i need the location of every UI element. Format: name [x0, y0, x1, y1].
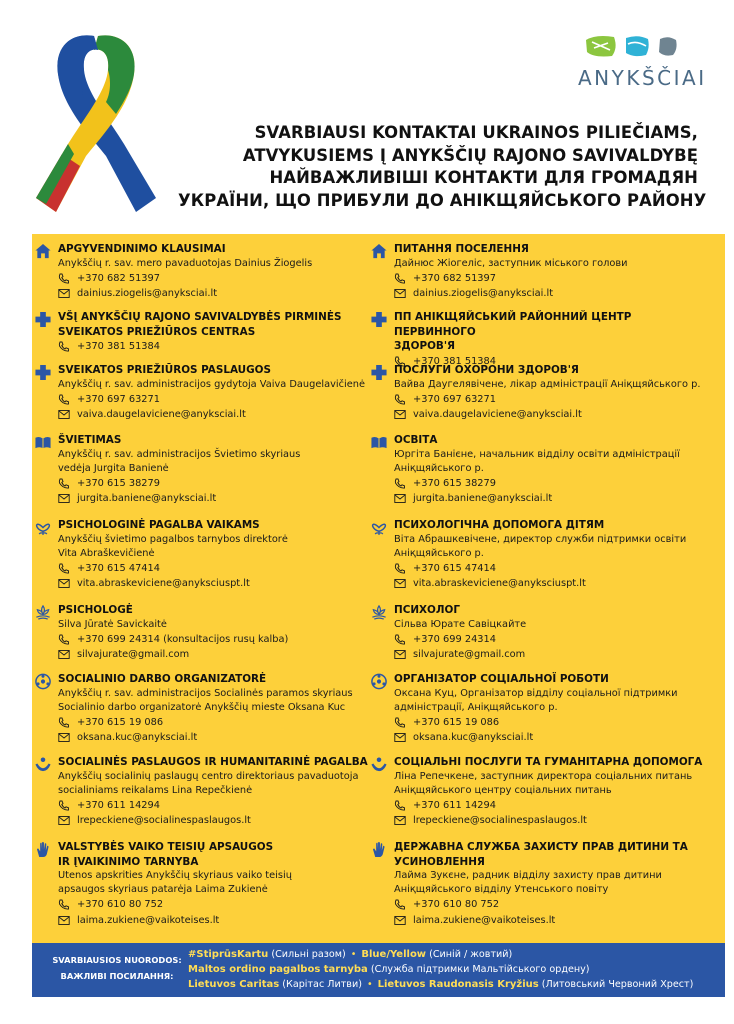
phone-number[interactable]: +370 615 47414: [413, 562, 497, 574]
contact-phone[interactable]: [394, 561, 704, 577]
contact-entry: [32, 310, 368, 355]
contact-email[interactable]: [58, 730, 368, 746]
phone-icon: [58, 273, 70, 284]
contact-phone[interactable]: [394, 632, 704, 648]
separator-dot: •: [350, 949, 357, 960]
contact-heading: ОСВІТА: [394, 434, 438, 446]
link-stiprus-kartu[interactable]: #StiprūsKartu: [188, 949, 269, 960]
contact-description: Utenos apskrities Anykščių skyriaus vaiko teisių: [58, 870, 292, 881]
contact-email[interactable]: [394, 286, 704, 302]
contact-heading: IR ĮVAIKINIMO TARNYBA: [58, 855, 199, 868]
lotus-icon: [370, 604, 388, 621]
phone-icon: [58, 634, 70, 645]
contact-entry: [32, 603, 368, 663]
contact-email[interactable]: [58, 813, 368, 829]
brand-name: ANYKŠČIAI: [578, 66, 707, 90]
phone-icon: [394, 717, 406, 728]
contact-phone[interactable]: [394, 715, 704, 731]
mail-icon: [394, 493, 406, 504]
phone-icon: [58, 478, 70, 489]
contact-heading: SVEIKATOS PRIEŽIŪROS PASLAUGOS: [58, 364, 271, 376]
contact-description: Anykščių r. sav. administracijos Švietimo skyriaus: [58, 448, 301, 460]
contact-description: адміністрації, Аніқщяйського р.: [394, 701, 558, 713]
email-address[interactable]: vita.abraskeviciene@anyksciuspt.lt: [77, 578, 250, 589]
contact-description: apsaugos skyriaus patarėja Laima Zukienė: [58, 884, 268, 895]
people-circle-icon: [370, 673, 388, 690]
link-note: (Карітас Литви): [279, 979, 362, 990]
phone-number[interactable]: +370 697 63271: [77, 393, 161, 405]
title-line: ATVYKUSIEMS Į ANYKŠČIŲ RAJONO SAVIVALDYBĘ: [242, 145, 698, 165]
contact-email[interactable]: [58, 286, 368, 302]
phone-number[interactable]: +370 697 63271: [413, 393, 497, 405]
title-line: SVARBIAUSI KONTAKTAI UKRAINOS PILIEČIAMS,: [254, 123, 698, 142]
logo-stone-icon: [656, 34, 678, 58]
phone-icon: [58, 563, 70, 574]
email-address[interactable]: laima.zukiene@vaikoteises.lt: [413, 914, 556, 926]
email-address[interactable]: jurgita.baniene@anyksciai.lt: [77, 493, 217, 504]
mail-icon: [58, 815, 70, 826]
contact-phone[interactable]: [58, 392, 368, 408]
ukraine-lithuania-ribbon: [32, 26, 160, 222]
contact-phone[interactable]: [394, 392, 704, 408]
contact-description: Ліна Репечкене, заступник директора соціальних питань: [394, 770, 693, 782]
phone-number[interactable]: +370 615 47414: [77, 562, 161, 574]
contact-phone[interactable]: [58, 561, 368, 577]
phone-number[interactable]: +370 615 19 086: [77, 716, 164, 728]
mail-icon: [58, 409, 70, 420]
contact-heading: ŠVIETIMAS: [58, 434, 122, 446]
medical-cross-icon: [370, 311, 388, 328]
medical-cross-icon: [34, 311, 52, 328]
mail-icon: [394, 409, 406, 420]
link-note: (Служба підтримки Мальтійського ордену): [367, 964, 590, 975]
contact-entry: [368, 363, 704, 423]
contact-email[interactable]: [394, 647, 704, 663]
email-address[interactable]: laima.zukiene@vaikoteises.lt: [77, 914, 220, 926]
phone-icon: [394, 634, 406, 645]
page-title: [178, 122, 707, 212]
contact-description: Аніқщяйського відділу Утенського повіту: [394, 884, 609, 895]
contact-phone[interactable]: [394, 798, 704, 814]
contact-heading: PSICHOLOGĖ: [58, 604, 133, 616]
mail-icon: [58, 915, 70, 926]
separator-dot: •: [366, 979, 373, 990]
email-address[interactable]: oksana.kuc@anyksciai.lt: [413, 732, 534, 743]
contact-heading: ПП АНІКЩЯЙСЬКИЙ РАЙОННИЙ ЦЕНТР ПЕРВИННОГО: [394, 311, 632, 338]
contact-entry: [32, 363, 368, 423]
contact-description: vedėja Jurgita Banienė: [58, 462, 169, 474]
mail-icon: [58, 732, 70, 743]
care-hands-icon: [370, 756, 388, 773]
hand-icon: [34, 841, 52, 858]
contact-description: Віта Абрашкевічене, директор служби підтримки освіти: [394, 533, 687, 545]
contact-heading: SOCIALINĖS PASLAUGOS IR HUMANITARINĖ PAGALBA: [58, 756, 368, 768]
contact-phone[interactable]: [58, 271, 368, 287]
contact-entry: [368, 433, 704, 507]
contact-entry: [368, 672, 704, 746]
phone-icon: [394, 899, 406, 910]
email-address[interactable]: oksana.kuc@anyksciai.lt: [77, 732, 198, 743]
contact-phone[interactable]: [58, 339, 368, 355]
mail-icon: [394, 578, 406, 589]
contact-heading: СОЦІАЛЬНІ ПОСЛУГИ ТА ГУМАНІТАРНА ДОПОМОГА: [394, 756, 703, 768]
contact-entry: [368, 755, 704, 829]
contact-entry: [32, 518, 368, 592]
book-icon: [34, 434, 52, 451]
link-note: (Литовський Червоний Хрест): [538, 979, 694, 990]
email-address[interactable]: vaiva.daugelaviciene@anyksciai.lt: [77, 409, 246, 420]
title-line: НАЙВАЖЛИВІШІ КОНТАКТИ ДЛЯ ГРОМАДЯН: [269, 168, 698, 187]
contact-description: Вайва Даугелявічене, лікар адміністрації Аніқщяйського р.: [394, 378, 701, 390]
contact-description: socialiniams reikalams Lina Repečkienė: [58, 784, 253, 796]
phone-icon: [394, 563, 406, 574]
email-address[interactable]: silvajurate@gmail.com: [413, 649, 526, 660]
contact-entry: [32, 755, 368, 829]
contact-entry: [368, 518, 704, 592]
contact-entry: [32, 672, 368, 746]
medical-cross-icon: [34, 364, 52, 381]
link-caritas[interactable]: Lietuvos Caritas: [188, 979, 280, 990]
email-address[interactable]: dainius.ziogelis@anyksciai.lt: [413, 288, 554, 299]
contact-heading: ПИТАННЯ ПОСЕЛЕННЯ: [394, 243, 529, 255]
contact-description: Socialinio darbo organizatorė Anykščių mieste Oksana Kuc: [58, 701, 346, 713]
email-address[interactable]: silvajurate@gmail.com: [77, 649, 190, 660]
contact-description: Сільва Юрате Савіцкайте: [394, 618, 527, 630]
contact-description: Оксана Куц, Організатор відділу соціальної підтримки: [394, 687, 678, 699]
phone-number[interactable]: +370 615 19 086: [413, 716, 500, 728]
care-hands-icon: [34, 756, 52, 773]
logo-wave-icon: [624, 34, 650, 58]
phone-number[interactable]: +370 615 38279: [413, 477, 497, 489]
phone-icon: [394, 273, 406, 284]
email-address[interactable]: vita.abraskeviciene@anyksciuspt.lt: [413, 578, 586, 589]
link-note: (Синій / жовтий): [426, 949, 513, 960]
contact-heading: ОРГАНІЗАТОР СОЦІАЛЬНОЇ РОБОТИ: [394, 673, 609, 685]
link-red-cross[interactable]: Lietuvos Raudonasis Kryžius: [377, 979, 539, 990]
contact-description: Аніқщяйського центру соціальних питань: [394, 784, 612, 796]
contact-entry: [32, 840, 368, 928]
contact-entry: [368, 603, 704, 663]
contact-description: Anykščių r. sav. administracijos Socialinės paramos skyriaus: [58, 687, 353, 699]
contact-entry: [32, 433, 368, 507]
phone-number[interactable]: +370 610 80 752: [77, 899, 164, 910]
contact-heading: УСИНОВЛЕННЯ: [394, 855, 485, 868]
contact-heading: ДЕРЖАВНА СЛУЖБА ЗАХИСТУ ПРАВ ДИТИНИ ТА: [394, 841, 688, 853]
contact-description: Anykščių švietimo pagalbos tarnybos direktorė: [58, 533, 288, 545]
contact-email[interactable]: [394, 576, 704, 592]
contact-entry: [368, 840, 704, 928]
contact-heading: PSICHOLOGINĖ PAGALBA VAIKAMS: [58, 519, 260, 531]
phone-number[interactable]: +370 610 80 752: [413, 899, 500, 910]
contact-phone[interactable]: [58, 476, 368, 492]
link-blue-yellow[interactable]: Blue/Yellow: [361, 949, 427, 960]
contact-heading: SOCIALINIO DARBO ORGANIZATORĖ: [58, 673, 267, 685]
contact-phone[interactable]: [58, 715, 368, 731]
hand-icon: [370, 841, 388, 858]
phone-number[interactable]: +370 615 38279: [77, 477, 161, 489]
contact-description: Аніқщяйського р.: [394, 462, 484, 474]
contact-phone[interactable]: [394, 271, 704, 287]
contact-description: Лайма Зукєне, радник відділу захисту прав дитини: [394, 870, 662, 881]
contact-email[interactable]: [58, 491, 368, 507]
contact-email[interactable]: [394, 730, 704, 746]
contact-heading: ЗДОРОВ'Я: [394, 340, 456, 352]
phone-icon: [58, 800, 70, 811]
mail-icon: [394, 288, 406, 299]
contact-phone[interactable]: [394, 897, 704, 913]
contact-email[interactable]: [58, 407, 368, 423]
book-icon: [370, 434, 388, 451]
mail-icon: [58, 578, 70, 589]
title-line: УКРАЇНИ, ЩО ПРИБУЛИ ДО АНІКЩЯЙСЬКОГО РАЙОНУ: [178, 190, 707, 210]
contact-phone[interactable]: [58, 798, 368, 814]
phone-number[interactable]: +370 699 24314: [413, 633, 497, 645]
house-icon: [34, 243, 52, 260]
email-address[interactable]: lrepeckiene@socialinespaslaugos.lt: [413, 815, 587, 826]
contact-heading: APGYVENDINIMO KLAUSIMAI: [58, 243, 226, 255]
phone-number[interactable]: +370 381 51384: [413, 355, 497, 367]
house-icon: [370, 243, 388, 260]
heart-plant-icon: [370, 519, 388, 536]
contact-email[interactable]: [394, 407, 704, 423]
contact-heading: ПОСЛУГИ ОХОРОНИ ЗДОРОВ'Я: [394, 364, 579, 376]
contact-entry: [368, 310, 704, 369]
contact-description: Аніқщяйського р.: [394, 547, 484, 559]
contact-email[interactable]: [58, 913, 368, 929]
phone-icon: [58, 899, 70, 910]
contact-heading: SVEIKATOS PRIEŽIŪROS CENTRAS: [58, 325, 256, 338]
contact-description: Anykščių r. sav. mero pavaduotojas Dainius Žiogelis: [58, 257, 313, 269]
contact-email[interactable]: [58, 576, 368, 592]
mail-icon: [394, 915, 406, 926]
medical-cross-icon: [370, 364, 388, 381]
contact-email[interactable]: [394, 813, 704, 829]
links-label-ua: ВАЖЛИВІ ПОСИЛАННЯ:: [60, 971, 174, 981]
links-row: [188, 949, 512, 960]
phone-number[interactable]: +370 611 14294: [413, 799, 497, 811]
people-circle-icon: [34, 673, 52, 690]
contact-heading: ПСИХОЛОГІЧНА ДОПОМОГА ДІТЯМ: [394, 519, 605, 531]
contact-heading: VALSTYBĖS VAIKO TEISIŲ APSAUGOS: [58, 841, 274, 853]
contact-description: Anykščių r. sav. administracijos gydytoja Vaiva Daugelavičienė: [58, 378, 365, 390]
phone-icon: [58, 394, 70, 405]
email-address[interactable]: jurgita.baniene@anyksciai.lt: [413, 493, 553, 504]
contact-entry: [32, 242, 368, 302]
contact-heading: VŠĮ ANYKŠČIŲ RAJONO SAVIVALDYBĖS PIRMINĖS: [58, 311, 342, 323]
logo-leaf-icon: [584, 34, 618, 58]
phone-number[interactable]: +370 611 14294: [77, 799, 161, 811]
phone-number[interactable]: +370 381 51384: [77, 341, 161, 352]
contact-description: Vita Abraškevičienė: [58, 547, 155, 559]
contacts-panel: [32, 234, 725, 943]
phone-number[interactable]: +370 699 24314 (konsultacijos rusų kalba): [77, 633, 289, 645]
contact-entry: [368, 242, 704, 302]
mail-icon: [58, 493, 70, 504]
contact-phone[interactable]: [394, 476, 704, 492]
phone-icon: [58, 341, 70, 352]
contact-email[interactable]: [58, 647, 368, 663]
contact-description: Дайнюс Жіогеліс, заступник міського голови: [394, 257, 628, 269]
heart-plant-icon: [34, 519, 52, 536]
phone-number[interactable]: +370 682 51397: [77, 272, 161, 284]
email-address[interactable]: vaiva.daugelaviciene@anyksciai.lt: [413, 409, 582, 420]
lotus-icon: [34, 604, 52, 621]
mail-icon: [394, 649, 406, 660]
phone-icon: [394, 800, 406, 811]
phone-icon: [394, 394, 406, 405]
mail-icon: [394, 815, 406, 826]
contact-phone[interactable]: [58, 897, 368, 913]
mail-icon: [58, 649, 70, 660]
mail-icon: [394, 732, 406, 743]
contact-email[interactable]: [394, 491, 704, 507]
link-maltos-ordinas[interactable]: Maltos ordino pagalbos tarnyba: [188, 964, 368, 975]
phone-icon: [58, 717, 70, 728]
anyksciai-logo: [578, 34, 707, 90]
email-address[interactable]: lrepeckiene@socialinespaslaugos.lt: [77, 815, 251, 826]
contact-email[interactable]: [394, 913, 704, 929]
contact-description: Юргіта Банієне, начальник відділу освіти адміністрації: [394, 448, 680, 460]
mail-icon: [58, 288, 70, 299]
contact-heading: ПСИХОЛОГ: [394, 604, 460, 616]
contact-description: Silva Jūratė Savickaitė: [58, 618, 167, 630]
phone-number[interactable]: +370 682 51397: [413, 272, 497, 284]
links-footer: [32, 943, 725, 997]
links-label-lt: SVARBIAUSIOS NUORODOS:: [52, 955, 182, 965]
links-row: [188, 979, 693, 990]
link-note: (Сильні разом): [268, 949, 346, 960]
links-row: [188, 964, 590, 975]
contact-description: Anykščių socialinių paslaugų centro direktoriaus pavaduotoja: [58, 770, 359, 782]
phone-icon: [394, 478, 406, 489]
email-address[interactable]: dainius.ziogelis@anyksciai.lt: [77, 288, 218, 299]
contact-phone[interactable]: [58, 632, 368, 648]
